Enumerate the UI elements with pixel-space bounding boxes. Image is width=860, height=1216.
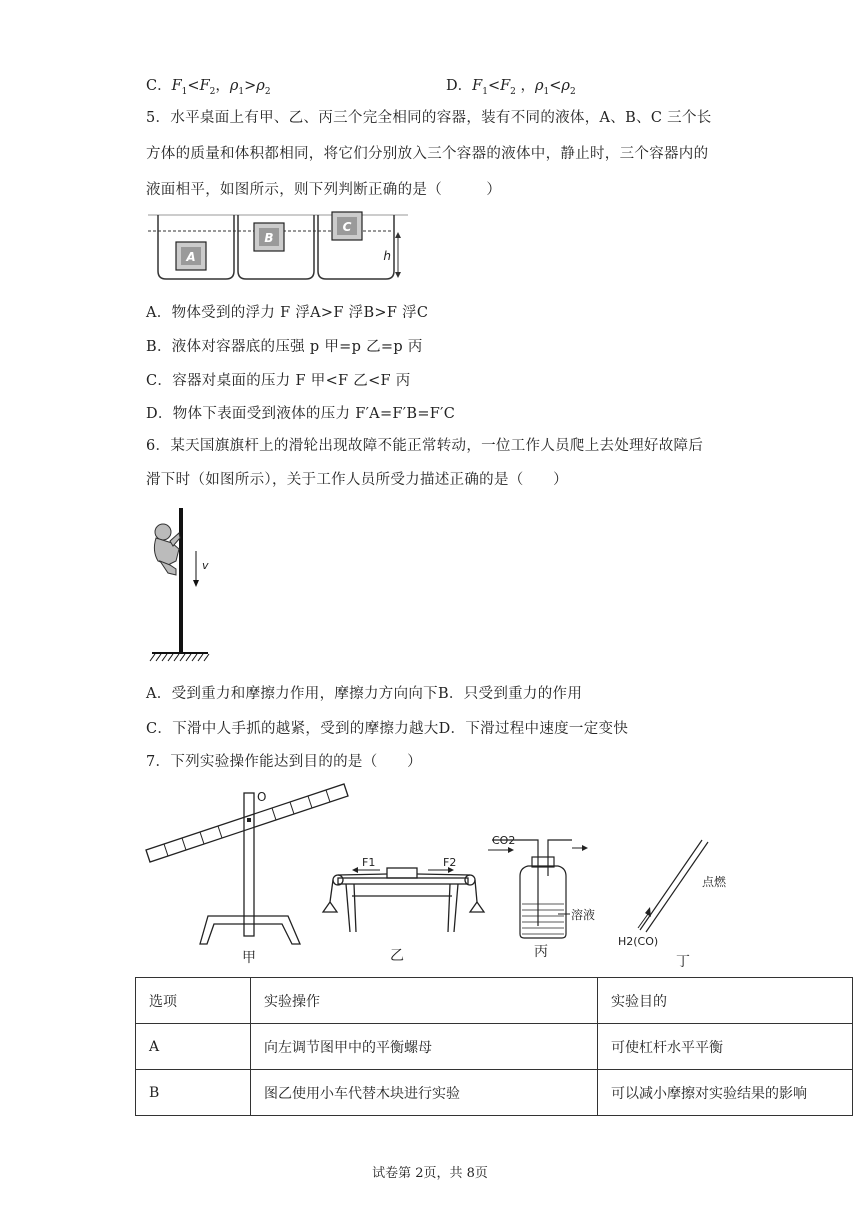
velocity-label: v (202, 559, 209, 572)
table-header-row (136, 978, 853, 1024)
q6-options-ab: A．受到重力和摩擦力作用，摩擦力方向向下B．只受到重力的作用 (146, 686, 583, 702)
table-header-cell: 实验操作 (251, 978, 598, 1024)
q6-flagpole-figure (146, 505, 236, 670)
figure-jia-label: 甲 (242, 950, 256, 966)
q7-options-table (135, 977, 853, 1116)
q7-experiment-figures (140, 780, 780, 970)
table-cell: 向左调节图甲中的平衡螺母 (251, 1024, 598, 1070)
q4-option-d: D．$F_1<F_2$ ，$\rho_1<\rho_2$ (446, 78, 576, 97)
table-cell: 可使杠杆水平平衡 (598, 1024, 853, 1070)
figure-yi-label: 乙 (390, 948, 404, 964)
q6-stem-line1: 6．某天国旗旗杆上的滑轮出现故障不能正常转动，一位工作人员爬上去处理好故障后 (146, 438, 704, 454)
page-footer: 试卷第 2页，共 8页 (372, 1166, 488, 1181)
q6-stem-line2: 滑下时（如图所示），关于工作人员所受力描述正确的是（ ） (146, 472, 568, 488)
q5-option-c: C．容器对桌面的压力 F 甲<F 乙<F 丙 (146, 373, 411, 389)
worker-figure (154, 524, 180, 575)
block-c-label: C (342, 220, 352, 234)
table-cell: A (136, 1024, 251, 1070)
table-cell: 图乙使用小车代替木块进行实验 (251, 1070, 598, 1116)
figure-bing-gas-bottle (492, 840, 572, 938)
block-b-label: B (264, 231, 274, 245)
co2-label: CO2 (492, 834, 516, 847)
q5-stem-line2: 方体的质量和体积都相同，将它们分别放入三个容器的液体中，静止时，三个容器内的 (146, 146, 709, 162)
ignite-label: 点燃 (702, 875, 727, 889)
h2co-label: H2(CO) (618, 935, 659, 948)
q5-option-b: B．液体对容器底的压强 p 甲=p 乙=p 丙 (146, 339, 423, 355)
q5-option-d: D．物体下表面受到液体的压力 F′A=F′B=F′C (146, 406, 456, 422)
height-label: h (383, 249, 391, 263)
q6-options-cd: C．下滑中人手抓的越紧，受到的摩擦力越大D．下滑过程中速度一定变快 (146, 721, 629, 737)
q7-stem: 7．下列实验操作能达到目的的是（ ） (146, 754, 422, 770)
table-row (136, 1024, 853, 1070)
q5-stem-line3: 液面相平，如图所示，则下列判断正确的是（ ） (146, 182, 502, 198)
table-cell: B (136, 1070, 251, 1116)
force-f2-label: F2 (443, 856, 457, 869)
table-header-cell: 实验目的 (598, 978, 853, 1024)
force-f1-label: F1 (362, 856, 376, 869)
q5-stem-line1: 5．水平桌面上有甲、乙、丙三个完全相同的容器，装有不同的液体，A、B、C 三个长 (146, 110, 712, 126)
block-a-label: A (186, 250, 196, 264)
q4-option-c: C．$F_1<F_2$，$\rho_1>\rho_2$ (146, 78, 271, 97)
table-row (136, 1070, 853, 1116)
figure-ding-gas-tube (640, 840, 708, 932)
figure-ding-label: 丁 (676, 954, 690, 970)
table-cell: 可以减小摩擦对实验结果的影响 (598, 1070, 853, 1116)
solution-label: 溶液 (571, 908, 596, 922)
table-header-cell: 选项 (136, 978, 251, 1024)
figure-jia-lever (146, 784, 348, 944)
pivot-o-label: O (257, 790, 267, 804)
q5-containers-figure (148, 207, 418, 287)
ground-hatch (150, 654, 209, 661)
figure-bing-label: 丙 (534, 944, 548, 960)
q5-option-a: A．物体受到的浮力 F 浮A>F 浮B>F 浮C (146, 305, 429, 321)
figure-yi-table (323, 868, 484, 932)
